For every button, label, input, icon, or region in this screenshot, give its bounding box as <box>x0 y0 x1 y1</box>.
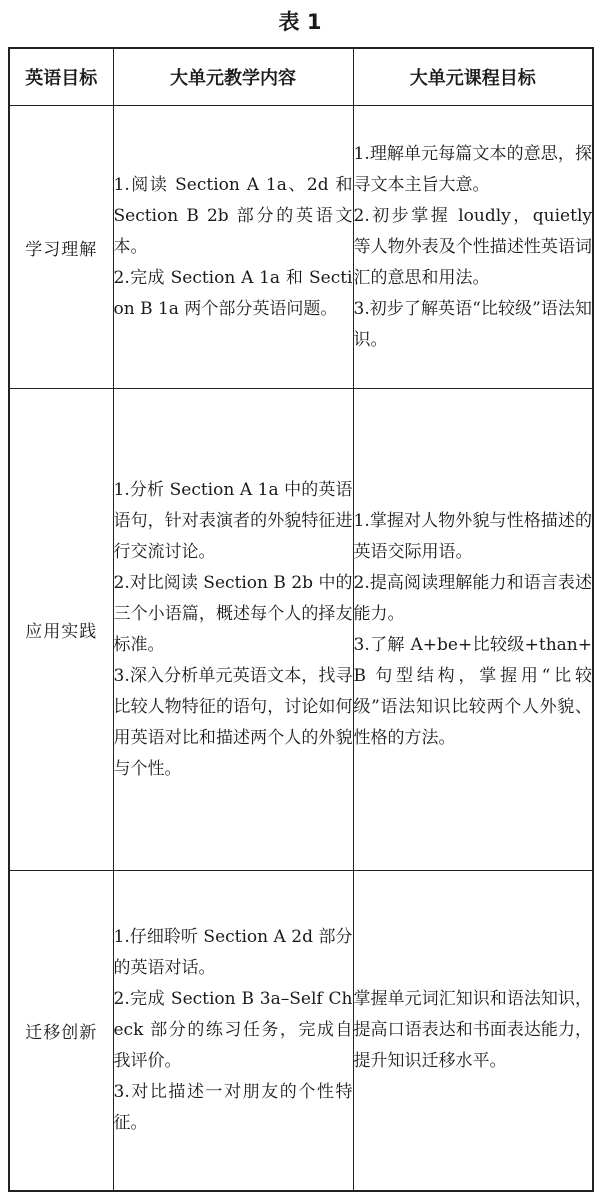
content-item: 1.分析 Section A 1a 中的英语语句，针对表演者的外貌特征进行交流讨论。 <box>113 479 353 562</box>
table-row <box>9 389 593 871</box>
row-label: 迁移创新 <box>9 871 113 1192</box>
table-title: 表 1 <box>278 10 322 34</box>
content-item: 3.深入分析单元英语文本，找寻比较人物特征的语句，讨论如何用英语对比和描述两个人的外貌与个性。 <box>113 665 353 779</box>
teaching-content-cell <box>113 389 353 871</box>
content-item: 2.完成 Section B 3a–Self Check 部分的练习任务，完成自我评价。 <box>113 989 353 1071</box>
goal-item: 1.掌握对人物外貌与性格描述的英语交际用语。 <box>353 510 592 562</box>
header-course-goal: 大单元课程目标 <box>353 48 593 106</box>
teaching-content-cell <box>113 106 353 389</box>
goal-item: 掌握单元词汇知识和语法知识，提高口语表达和书面表达能力，提升知识迁移水平。 <box>353 989 592 1071</box>
header-english-goal: 英语目标 <box>9 48 113 106</box>
header-row <box>9 48 593 106</box>
goal-item: 3.了解 A+be+比较级+than+B 句型结构，掌握用“比较级”语法知识比较两个人外貌、性格的方法。 <box>353 634 592 748</box>
course-goal-cell <box>353 389 593 871</box>
row-label: 学习理解 <box>9 106 113 389</box>
table-row <box>9 871 593 1192</box>
header-teaching-content: 大单元教学内容 <box>113 48 353 106</box>
table-row <box>9 106 593 389</box>
goal-item: 3.初步了解英语“比较级”语法知识。 <box>353 298 592 350</box>
content-item: 2.完成 Section A 1a 和 Section B 1a 两个部分英语问题。 <box>113 267 353 319</box>
course-goals-table <box>8 47 594 1192</box>
goal-item: 2.初步掌握 loudly，quietly 等人物外表及个性描述性英语词汇的意思和用法。 <box>353 205 592 288</box>
content-item: 2.对比阅读 Section B 2b 中的三个小语篇，概述每个人的择友标准。 <box>113 572 353 655</box>
goal-item: 1.理解单元每篇文本的意思，探寻文本主旨大意。 <box>353 143 592 195</box>
content-item: 1.仔细聆听 Section A 2d 部分的英语对话。 <box>113 927 353 978</box>
course-goal-cell <box>353 106 593 389</box>
teaching-content-cell <box>113 871 353 1192</box>
goal-item: 2.提高阅读理解能力和语言表述能力。 <box>353 572 592 624</box>
course-goal-cell <box>353 871 593 1192</box>
row-label: 应用实践 <box>9 389 113 871</box>
content-item: 3.对比描述一对朋友的个性特征。 <box>113 1082 353 1133</box>
content-item: 1.阅读 Section A 1a、2d 和 Section B 2b 部分的英语文本。 <box>113 174 353 257</box>
